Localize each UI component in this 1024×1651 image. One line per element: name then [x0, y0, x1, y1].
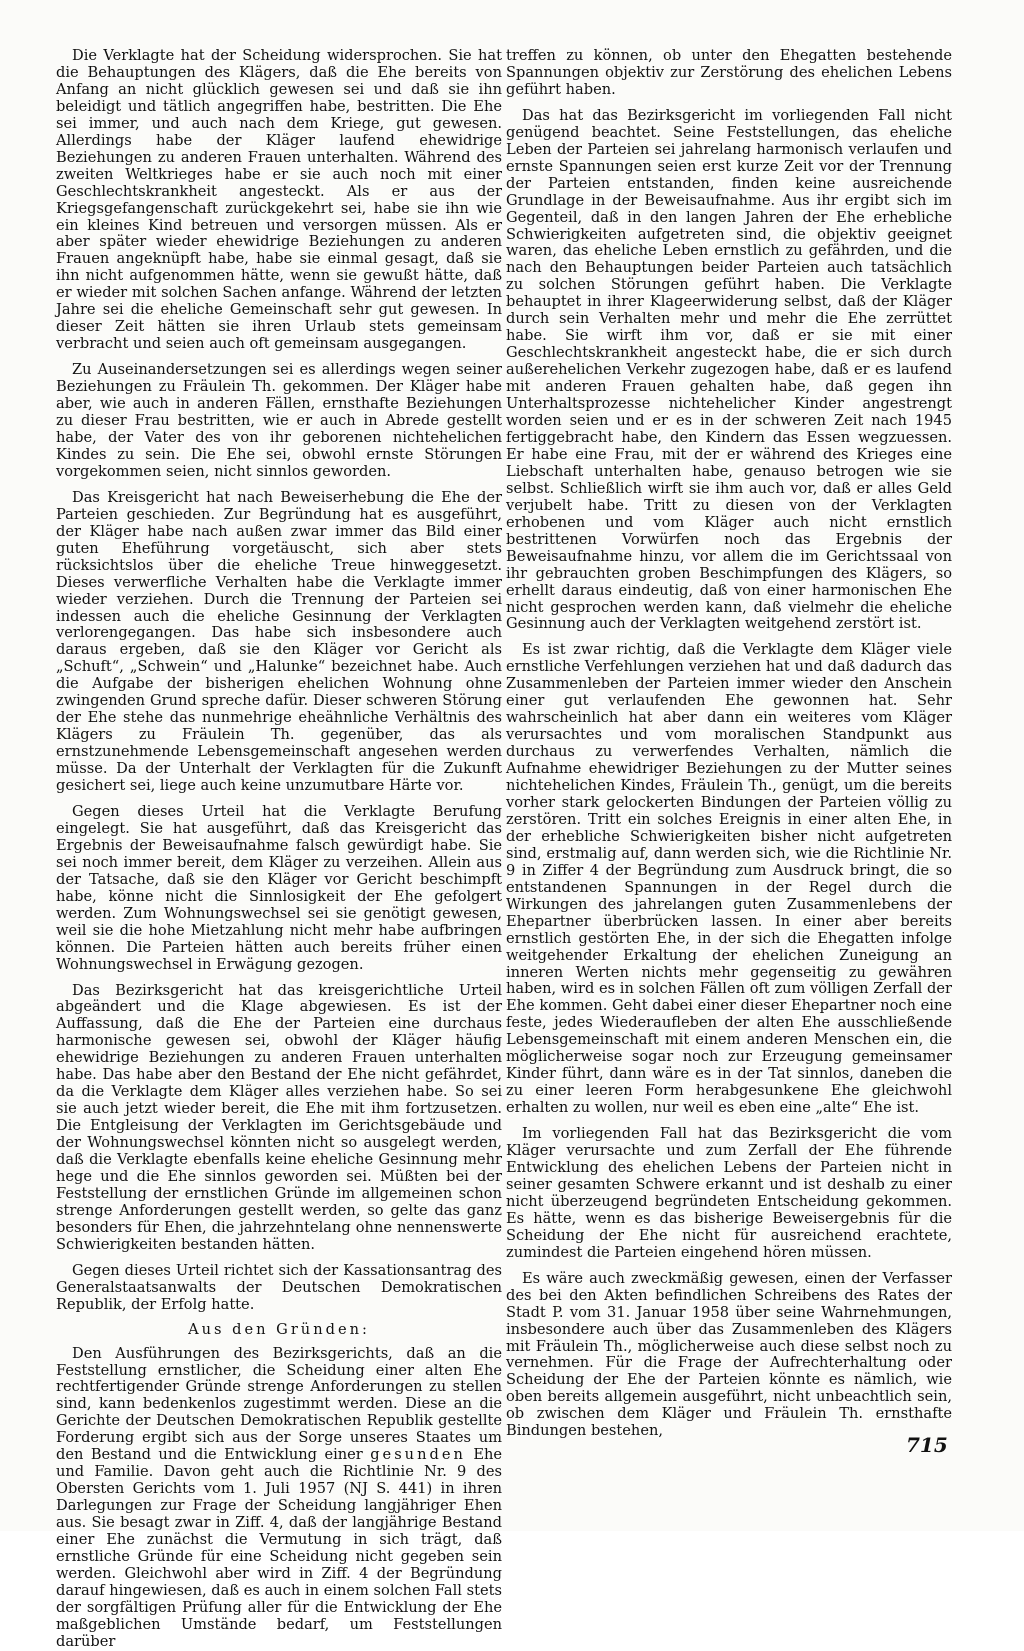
paragraph: Gegen dieses Urteil hat die Verklagte Berufung eingelegt. Sie hat ausgeführt, daß das Kreisgericht das Ergebnis der Beweisaufnahme falsch gewürdigt habe. Sie sei noch immer bereit, dem Kläger zu verzeihen. Allein aus der Tatsache, daß sie den Kläger vor Gericht beschimpft habe, könne nicht die Sinnlosigkeit der Ehe gefolgert werden. Zum Wohnungswechsel sei sie genötigt gewesen, weil sie die hohe Mietzahlung nicht mehr habe aufbringen können. Die Parteien hätten auch bereits früher einen Wohnungswechsel in Erwägung gezogen. — [56, 802, 502, 973]
left-column — [56, 48, 502, 1651]
paragraph — [56, 1346, 502, 1651]
paragraph: Zu Auseinandersetzungen sei es allerdings wegen seiner Beziehungen zu Fräulein Th. gekommen. Der Kläger habe aber, wie auch in anderen Fällen, ernsthafte Beziehungen zu dieser Frau bestritten, wie er auch in Abrede gestellt habe, der Vater des von ihr geborenen nichtehelichen Kindes zu sein. Die Ehe sei, obwohl ernste Störungen vorgekommen seien, nicht sinnlos geworden. — [56, 361, 502, 480]
paragraph: Das Bezirksgericht hat das kreisgerichtliche Urteil abgeändert und die Klage abgewiesen. Es ist der Auffassung, daß die Ehe der Parteien eine durchaus harmonische gewesen sei, obwohl der Kläger häufig ehewidrige Beziehungen zu anderen Frauen unterhalten habe. Das habe aber den Bestand der Ehe nicht gefährdet, da die Verklagte dem Kläger alles verziehen habe. So sei sie auch jetzt wieder bereit, die Ehe mit ihm fortzusetzen. Die Entgleisung der Verklagten im Gerichtsgebäude und der Wohnungswechsel könnten nicht so ausgelegt werden, daß die Verklagte ebenfalls keine eheliche Gesinnung mehr hege und die Ehe sinnlos geworden sei. Müßten bei der Feststellung der ernstlichen Gründe im allgemeinen schon strenge Anforderungen gestellt werden, so gelte das ganz besonders für Ehen, die jahrzehntelang ohne nennenswerte Schwierigkeiten bestanden hätten. — [56, 981, 502, 1253]
paragraph: Es wäre auch zweckmäßig gewesen, einen der Verfasser des bei den Akten befindlichen Schreibens des Rates der Stadt P. vom 31. Januar 1958 über seine Wahrnehmungen, insbesondere auch über das Zusammenleben des Klägers mit Fräulein Th., möglicherweise auch diese selbst noch zu vernehmen. Für die Frage der Aufrechterhaltung oder Scheidung der Ehe der Parteien könnte es nämlich, wie oben bereits allgemein ausgeführt, nicht unbeachtlich sein, ob zwischen dem Kläger und Fräulein Th. ernsthafte Bindungen bestehen, — [506, 1269, 952, 1440]
paragraph: Das Kreisgericht hat nach Beweiserhebung die Ehe der Parteien geschieden. Zur Begründung hat es ausgeführt, der Kläger habe nach außen zwar immer das Bild einer guten Eheführung vorgetäuscht, sich aber stets rücksichtslos über die eheliche Treue hinweggesetzt. Dieses verwerfliche Verhalten habe die Verklagte immer wieder verziehen. Durch die Trennung der Parteien sei indessen auch die eheliche Gesinnung der Verklagten verlorengegangen. Das habe sich insbesondere auch daraus ergeben, daß sie den Kläger vor Gericht als „Schuft“, „Schwein“ und „Halunke“ bezeichnet habe. Auch die Aufgabe der bisherigen ehelichen Wohnung ohne zwingenden Grund spreche dafür. Dieser schweren Störung der Ehe stehe das nunmehrige eheähnliche Verhältnis des Klägers zu Fräulein Th. gegenüber, das als ernstzunehmende Lebensgemeinschaft angesehen werden müsse. Da der Unterhalt der Verklagten für die Zukunft gesichert sei, liege auch keine unzumutbare Härte vor. — [56, 488, 502, 795]
paragraph: Gegen dieses Urteil richtet sich der Kassationsantrag des Generalstaatsanwalts der Deutschen Demokratischen Republik, der Erfolg hatte. — [56, 1261, 502, 1313]
paragraph-text: Ehe und Familie. Davon geht auch die Richtlinie Nr. 9 des Obersten Gerichts vom 1. Juli 1957 (NJ S. 441) in ihren Darlegungen zur Frage der Scheidung langjähriger Ehen aus. Sie besagt zwar in Ziff. 4, daß der langjährige Bestand einer Ehe zunächst die Vermutung in sich trägt, daß ernstliche Gründe für eine Scheidung nicht gegeben sein werden. Gleichwohl aber wird in Ziff. 4 der Begründung darauf hingewiesen, daß es auch in einem solchen Fall stets der sorgfältigen Prüfung aller für die Entwicklung der Ehe maßgeblichen Umstände bedarf, um Feststellungen darüber — [56, 1446, 503, 1650]
right-column — [506, 48, 952, 1440]
paragraph: Das hat das Bezirksgericht im vorliegenden Fall nicht genügend beachtet. Seine Feststellungen, das eheliche Leben der Parteien sei jahrelang harmonisch verlaufen und ernste Spannungen seien erst kurze Zeit vor der Trennung der Parteien entstanden, finden keine ausreichende Grundlage in der Beweisaufnahme. Aus ihr ergibt sich im Gegenteil, daß in den langen Jahren der Ehe erhebliche Schwierigkeiten aufgetreten sind, die objektiv geeignet waren, das eheliche Leben ernstlich zu gefährden, und die nach den Behauptungen beider Parteien auch tatsächlich zu solchen Störungen geführt haben. Die Verklagte behauptet in ihrer Klageerwiderung selbst, daß der Kläger durch sein Verhalten mehr und mehr die Ehe zerrüttet habe. Sie wirft ihm vor, daß er sie mit einer Geschlechtskrankheit angesteckt habe, die er sich durch außerehelichen Verkehr zugezogen habe, daß er es laufend mit anderen Frauen gehalten habe, daß gegen ihn Unterhaltsprozesse nichtehelicher Kinder angestrengt worden seien und er es in der schweren Zeit nach 1945 fertiggebracht habe, den Kindern das Essen wegzuessen. Er habe eine Frau, mit der er während des Krieges eine Liebschaft unterhalten habe, genauso betrogen wie sie selbst. Schließlich wirft sie ihm auch vor, daß er alles Geld verjubelt habe. Tritt zu diesen von der Verklagten erhobenen und vom Kläger auch nicht ernstlich bestrittenen Vorwürfen noch das Ergebnis der Beweisaufnahme hinzu, vor allem die im Gerichtssaal von ihr gebrauchten groben Beschimpfungen des Klägers, so erhellt daraus eindeutig, daß von einer harmonischen Ehe nicht gesprochen werden kann, daß vielmehr die eheliche Gesinnung auch der Verklagten weitgehend zerstört ist. — [506, 106, 952, 633]
paragraph: Es ist zwar richtig, daß die Verklagte dem Kläger viele ernstliche Verfehlungen verziehen hat und daß dadurch das Zusammenleben der Parteien immer wieder den Anschein einer gut verlaufenden Ehe gewonnen hat. Sehr wahrscheinlich hat aber dann ein weiteres vom Kläger verursachtes und vom moralischen Standpunkt aus durchaus zu verwerfendes Verhalten, nämlich die Aufnahme ehewidriger Beziehungen zu der Mutter seines nichtehelichen Kindes, Fräulein Th., genügt, um die bereits vorher stark gelockerten Bindungen der Parteien völlig zu zerstören. Tritt ein solches Ereignis in einer alten Ehe, in der erhebliche Schwierigkeiten bisher nicht aufgetreten sind, erstmalig auf, dann werden sich, wie die Richtlinie Nr. 9 in Ziffer 4 der Begründung zum Ausdruck bringt, die so entstandenen Spannungen in der Regel durch die Wirkungen des jahrelangen guten Zusammenlebens der Ehepartner überbrücken lassen. In einer aber bereits ernstlich gestörten Ehe, in der sich die Ehegatten infolge weitgehender Erkaltung der ehelichen Zuneigung an inneren Werten nichts mehr gegenseitig zu gewähren haben, wird es in solchen Fällen oft zum völligen Zerfall der Ehe kommen. Geht dabei einer dieser Ehepartner noch eine feste, jedes Wiederaufleben der alten Ehe ausschließende Lebensgemeinschaft mit einem anderen Menschen ein, die möglicherweise sogar noch zur Erzeugung gemeinsamer Kinder führt, dann wäre es in der Tat sinnlos, daneben die zu einer leeren Form herabgesunkene Ehe gleichwohl erhalten zu wollen, nur weil es eben eine „alte“ Ehe ist. — [506, 641, 952, 1117]
paragraph: Im vorliegenden Fall hat das Bezirksgericht die vom Kläger verursachte und zum Zerfall der Ehe führende Entwicklung des ehelichen Lebens der Parteien nicht in seiner gesamten Schwere erkannt und ist deshalb zu einer nicht überzeugend begründeten Entscheidung gekommen. Es hätte, wenn es das bisherige Beweisergebnis für die Scheidung der Ehe nicht für ausreichend erachtete, zumindest die Parteien eingehend hören müssen. — [506, 1125, 952, 1261]
paragraph-text: Den Ausführungen des Bezirksgerichts, daß an die Feststellung ernstlicher, die Scheidung einer alten Ehe rechtfertigender Gründe strenge Anforderungen zu stellen sind, kann bedenkenlos zugestimmt werden. Diese an die Gerichte der Deutschen Demokratischen Republik gestellte Forderung ergibt sich aus der Sorge unseres Staates um den Bestand und die Entwicklung einer — [56, 1344, 502, 1464]
page-number: 715 — [906, 1433, 948, 1457]
emphasized-word: gesunden — [370, 1446, 466, 1464]
paragraph: treffen zu können, ob unter den Ehegatten bestehende Spannungen objektiv zur Zerstörung des ehelichen Lebens geführt haben. — [506, 47, 952, 98]
paragraph: Die Verklagte hat der Scheidung widersprochen. Sie hat die Behauptungen des Klägers, daß die Ehe bereits von Anfang an nicht glücklich gewesen sei und daß sie ihn beleidigt und tätlich angegriffen habe, bestritten. Die Ehe sei immer, und auch nach dem Kriege, gut gewesen. Allerdings habe der Kläger laufend ehewidrige Beziehungen zu anderen Frauen unterhalten. Während des zweiten Weltkrieges habe er sie auch noch mit einer Geschlechtskrankheit angesteckt. Als er aus der Kriegsgefangenschaft zurückgekehrt sei, habe sie ihn wie ein kleines Kind betreuen und versorgen müssen. Als er aber später wieder ehewidrige Beziehungen zu anderen Frauen angeknüpft habe, habe sie einmal gesagt, daß sie ihn nicht aufgenommen hätte, wenn sie gewußt hätte, daß er wieder mit solchen Sachen anfange. Während der letzten Jahre sei die eheliche Gemeinschaft sehr gut gewesen. In dieser Zeit hätten sie ihren Urlaub stets gemeinsam verbracht und seien auch oft gemeinsam ausgegangen. — [56, 47, 502, 353]
section-heading: Aus den Gründen: — [188, 1320, 370, 1338]
